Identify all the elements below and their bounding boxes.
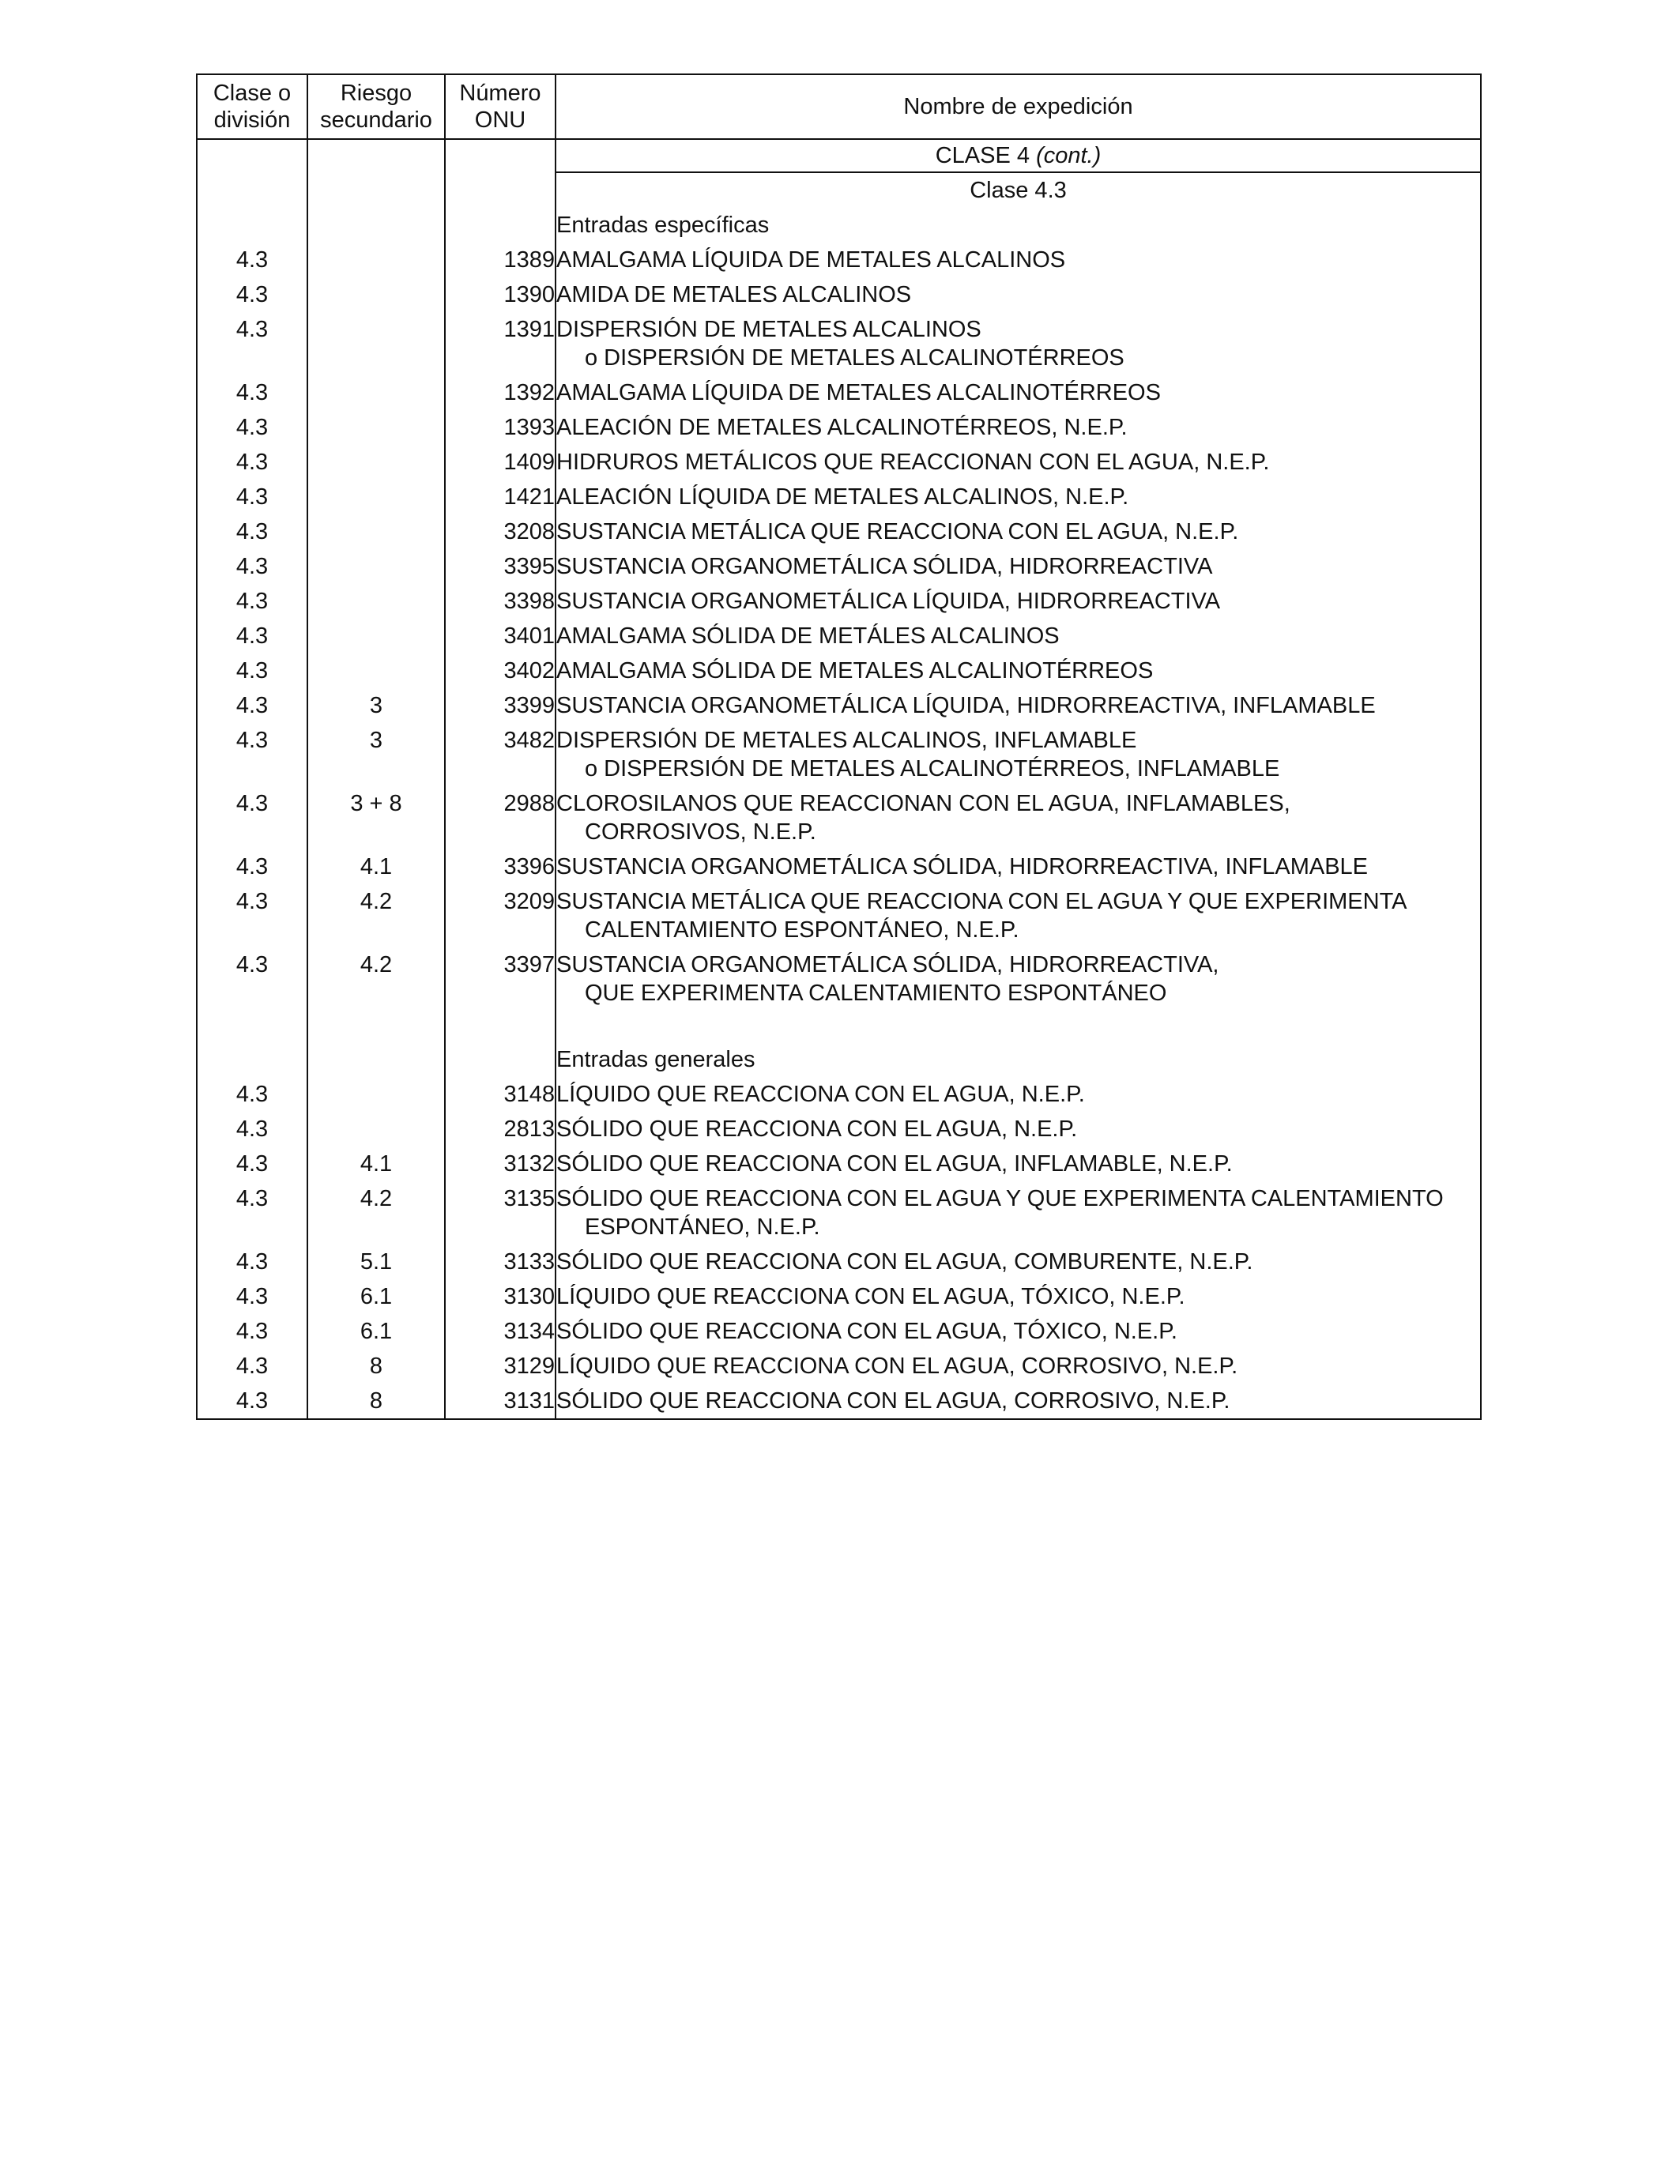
cell-clase: 4.3	[197, 688, 307, 723]
cell-nombre	[556, 584, 1481, 619]
cell-onu: 3148	[445, 1077, 556, 1112]
cell-riesgo	[307, 480, 445, 514]
cell-nombre	[556, 653, 1481, 688]
shipping-name: SÓLIDO QUE REACCIONA CON EL AGUA, COMBURENTE, N.E.P.	[556, 1249, 1253, 1275]
cell-clase: 4.3	[197, 1112, 307, 1147]
cell-clase: 4.3	[197, 243, 307, 277]
shipping-name: LÍQUIDO QUE REACCIONA CON EL AGUA, N.E.P.	[556, 1082, 1085, 1107]
cell-clase: 4.3	[197, 584, 307, 619]
shipping-name-continuation: CORROSIVOS, N.E.P.	[585, 819, 816, 845]
cell-onu: 3131	[445, 1384, 556, 1419]
cell-onu: 3208	[445, 514, 556, 549]
cell-clase: 4.3	[197, 312, 307, 375]
cell-nombre	[556, 1384, 1481, 1419]
cell-nombre	[556, 1077, 1481, 1112]
table-row	[197, 1181, 1481, 1245]
shipping-name: SÓLIDO QUE REACCIONA CON EL AGUA, TÓXICO, N.E.P.	[556, 1319, 1177, 1344]
table-row	[197, 723, 1481, 786]
cell-onu: 2988	[445, 786, 556, 849]
table-row	[197, 786, 1481, 849]
table-row	[197, 653, 1481, 688]
table-row	[197, 480, 1481, 514]
cell-clase: 4.3	[197, 653, 307, 688]
shipping-name: AMIDA DE METALES ALCALINOS	[556, 282, 912, 307]
cell-clase: 4.3	[197, 723, 307, 786]
cell-nombre	[556, 1112, 1481, 1147]
cell-nombre	[556, 1349, 1481, 1384]
shipping-name: SÓLIDO QUE REACCIONA CON EL AGUA Y QUE EXPERIMENTA CALENTAMIENTO	[556, 1186, 1444, 1211]
cell-clase: 4.3	[197, 410, 307, 445]
table-row	[197, 277, 1481, 312]
cell-clase: 4.3	[197, 375, 307, 410]
table-row	[197, 1112, 1481, 1147]
cell-nombre	[556, 619, 1481, 653]
cell-nombre	[556, 1314, 1481, 1349]
shipping-name-continuation: o DISPERSIÓN DE METALES ALCALINOTÉRREOS	[585, 345, 1124, 371]
cell-nombre	[556, 549, 1481, 584]
shipping-name: DISPERSIÓN DE METALES ALCALINOS, INFLAMABLE	[556, 728, 1137, 753]
cell-riesgo: 4.2	[307, 947, 445, 1011]
cell-nombre	[556, 445, 1481, 480]
cell-nombre	[556, 243, 1481, 277]
cell-clase: 4.3	[197, 884, 307, 947]
section-heading-general: Entradas generales	[556, 1042, 1481, 1077]
cell-riesgo: 8	[307, 1384, 445, 1419]
cell-onu: 3130	[445, 1279, 556, 1314]
cell-clase: 4.3	[197, 277, 307, 312]
cell-clase: 4.3	[197, 1314, 307, 1349]
cell-nombre	[556, 312, 1481, 375]
shipping-name-continuation: ESPONTÁNEO, N.E.P.	[585, 1214, 820, 1240]
cell-onu: 3482	[445, 723, 556, 786]
cell-riesgo: 4.1	[307, 849, 445, 884]
cell-clase: 4.3	[197, 549, 307, 584]
cell-riesgo: 3 + 8	[307, 786, 445, 849]
cell-nombre	[556, 688, 1481, 723]
table-row	[197, 375, 1481, 410]
header-clase: Clase o división	[197, 74, 307, 139]
cell-nombre	[556, 480, 1481, 514]
cell-onu: 3134	[445, 1314, 556, 1349]
table-row	[197, 884, 1481, 947]
cell-onu: 1391	[445, 312, 556, 375]
cell-clase: 4.3	[197, 849, 307, 884]
table-row	[197, 1384, 1481, 1419]
shipping-name: SUSTANCIA ORGANOMETÁLICA SÓLIDA, HIDRORREACTIVA, INFLAMABLE	[556, 854, 1369, 879]
cell-riesgo: 3	[307, 688, 445, 723]
cell-onu: 3401	[445, 619, 556, 653]
cell-riesgo	[307, 549, 445, 584]
table-row	[197, 514, 1481, 549]
cell-onu: 3395	[445, 549, 556, 584]
cell-onu: 3135	[445, 1181, 556, 1245]
class-band	[556, 139, 1481, 172]
cell-onu: 3396	[445, 849, 556, 884]
cell-nombre	[556, 375, 1481, 410]
cell-clase: 4.3	[197, 1245, 307, 1279]
cell-riesgo: 5.1	[307, 1245, 445, 1279]
cell-nombre	[556, 849, 1481, 884]
cell-riesgo: 4.2	[307, 884, 445, 947]
subclass-row	[197, 172, 1481, 208]
shipping-name: SUSTANCIA ORGANOMETÁLICA LÍQUIDA, HIDRORREACTIVA, INFLAMABLE	[556, 693, 1376, 718]
cell-riesgo: 6.1	[307, 1314, 445, 1349]
shipping-name: LÍQUIDO QUE REACCIONA CON EL AGUA, CORROSIVO, N.E.P.	[556, 1354, 1238, 1379]
cell-clase: 4.3	[197, 445, 307, 480]
table-row	[197, 1314, 1481, 1349]
table-row	[197, 1349, 1481, 1384]
shipping-name-continuation: o DISPERSIÓN DE METALES ALCALINOTÉRREOS, INFLAMABLE	[585, 756, 1280, 781]
subclass-label: Clase 4.3	[556, 172, 1481, 208]
class-band-row	[197, 139, 1481, 172]
table-body	[197, 139, 1481, 1419]
table-row	[197, 312, 1481, 375]
cell-nombre	[556, 884, 1481, 947]
cell-riesgo	[307, 312, 445, 375]
table-row	[197, 947, 1481, 1011]
shipping-name: LÍQUIDO QUE REACCIONA CON EL AGUA, TÓXICO, N.E.P.	[556, 1284, 1185, 1309]
shipping-name: SÓLIDO QUE REACCIONA CON EL AGUA, INFLAMABLE, N.E.P.	[556, 1151, 1233, 1177]
cell-riesgo	[307, 619, 445, 653]
cell-clase: 4.3	[197, 619, 307, 653]
cell-clase: 4.3	[197, 1384, 307, 1419]
cell-onu: 1421	[445, 480, 556, 514]
cell-clase: 4.3	[197, 1181, 307, 1245]
shipping-name: SUSTANCIA ORGANOMETÁLICA SÓLIDA, HIDRORREACTIVA,	[556, 952, 1219, 977]
shipping-name: AMALGAMA SÓLIDA DE METALES ALCALINOTÉRREOS	[556, 658, 1154, 683]
cell-nombre	[556, 1279, 1481, 1314]
shipping-name: SUSTANCIA METÁLICA QUE REACCIONA CON EL AGUA Y QUE EXPERIMENTA	[556, 889, 1407, 914]
shipping-name: ALEACIÓN LÍQUIDA DE METALES ALCALINOS, N.E.P.	[556, 484, 1129, 510]
cell-clase: 4.3	[197, 514, 307, 549]
cell-nombre	[556, 277, 1481, 312]
header-nombre: Nombre de expedición	[556, 74, 1481, 139]
cell-onu: 3398	[445, 584, 556, 619]
cell-riesgo	[307, 584, 445, 619]
cell-riesgo	[307, 243, 445, 277]
shipping-name: HIDRUROS METÁLICOS QUE REACCIONAN CON EL AGUA, N.E.P.	[556, 450, 1270, 475]
cell-riesgo: 4.2	[307, 1181, 445, 1245]
cell-onu: 1389	[445, 243, 556, 277]
shipping-name: ALEACIÓN DE METALES ALCALINOTÉRREOS, N.E.P.	[556, 415, 1128, 440]
table-row	[197, 849, 1481, 884]
cell-nombre	[556, 1181, 1481, 1245]
cell-onu: 2813	[445, 1112, 556, 1147]
cell-onu: 1390	[445, 277, 556, 312]
cell-riesgo: 6.1	[307, 1279, 445, 1314]
shipping-name-continuation: QUE EXPERIMENTA CALENTAMIENTO ESPONTÁNEO	[585, 981, 1167, 1006]
cell-nombre	[556, 410, 1481, 445]
cell-nombre	[556, 1147, 1481, 1181]
cell-onu: 3209	[445, 884, 556, 947]
cell-onu: 1409	[445, 445, 556, 480]
shipping-name: AMALGAMA LÍQUIDA DE METALES ALCALINOS	[556, 247, 1066, 273]
cell-riesgo	[307, 277, 445, 312]
cell-riesgo	[307, 653, 445, 688]
cell-nombre	[556, 1245, 1481, 1279]
table-row	[197, 584, 1481, 619]
cell-clase: 4.3	[197, 480, 307, 514]
cell-clase: 4.3	[197, 1279, 307, 1314]
table-row	[197, 1147, 1481, 1181]
cell-riesgo	[307, 1077, 445, 1112]
cell-riesgo	[307, 445, 445, 480]
dangerous-goods-table	[196, 73, 1482, 1420]
table-row	[197, 1077, 1481, 1112]
table-row	[197, 619, 1481, 653]
shipping-name: DISPERSIÓN DE METALES ALCALINOS	[556, 317, 981, 342]
header-riesgo: Riesgo secundario	[307, 74, 445, 139]
cell-clase: 4.3	[197, 1147, 307, 1181]
shipping-name: SUSTANCIA ORGANOMETÁLICA LÍQUIDA, HIDRORREACTIVA	[556, 589, 1221, 614]
cell-riesgo	[307, 1112, 445, 1147]
shipping-name: SÓLIDO QUE REACCIONA CON EL AGUA, CORROSIVO, N.E.P.	[556, 1388, 1230, 1414]
cell-onu: 3133	[445, 1245, 556, 1279]
cell-onu: 1393	[445, 410, 556, 445]
table-row	[197, 1279, 1481, 1314]
cell-onu: 3399	[445, 688, 556, 723]
section-heading-specific: Entradas específicas	[556, 208, 1481, 243]
class-band-suffix: (cont.)	[1036, 143, 1102, 168]
cell-riesgo: 3	[307, 723, 445, 786]
cell-riesgo: 4.1	[307, 1147, 445, 1181]
cell-nombre	[556, 514, 1481, 549]
cell-nombre	[556, 947, 1481, 1011]
section-row-general	[197, 1042, 1481, 1077]
cell-riesgo: 8	[307, 1349, 445, 1384]
shipping-name: SUSTANCIA METÁLICA QUE REACCIONA CON EL AGUA, N.E.P.	[556, 519, 1239, 544]
cell-onu: 1392	[445, 375, 556, 410]
cell-onu: 3402	[445, 653, 556, 688]
shipping-name: SUSTANCIA ORGANOMETÁLICA SÓLIDA, HIDRORREACTIVA	[556, 554, 1213, 579]
cell-riesgo	[307, 514, 445, 549]
shipping-name-continuation: CALENTAMIENTO ESPONTÁNEO, N.E.P.	[585, 917, 1019, 943]
cell-riesgo	[307, 375, 445, 410]
section-spacer	[197, 1011, 1481, 1042]
cell-riesgo	[307, 410, 445, 445]
cell-nombre	[556, 723, 1481, 786]
table-header	[197, 74, 1481, 139]
table-row	[197, 410, 1481, 445]
shipping-name: AMALGAMA LÍQUIDA DE METALES ALCALINOTÉRREOS	[556, 380, 1161, 405]
section-row-specific	[197, 208, 1481, 243]
cell-clase: 4.3	[197, 786, 307, 849]
table-row	[197, 243, 1481, 277]
shipping-name: AMALGAMA SÓLIDA DE METÁLES ALCALINOS	[556, 623, 1060, 649]
shipping-name: SÓLIDO QUE REACCIONA CON EL AGUA, N.E.P.	[556, 1116, 1078, 1142]
table-row	[197, 688, 1481, 723]
table-row	[197, 549, 1481, 584]
shipping-name: CLOROSILANOS QUE REACCIONAN CON EL AGUA, INFLAMABLES,	[556, 791, 1290, 816]
cell-onu: 3129	[445, 1349, 556, 1384]
cell-onu: 3397	[445, 947, 556, 1011]
cell-nombre	[556, 786, 1481, 849]
table-row	[197, 1245, 1481, 1279]
table-row	[197, 445, 1481, 480]
cell-clase: 4.3	[197, 947, 307, 1011]
cell-clase: 4.3	[197, 1077, 307, 1112]
class-band-label: CLASE 4	[935, 143, 1030, 168]
cell-clase: 4.3	[197, 1349, 307, 1384]
cell-onu: 3132	[445, 1147, 556, 1181]
header-onu: Número ONU	[445, 74, 556, 139]
